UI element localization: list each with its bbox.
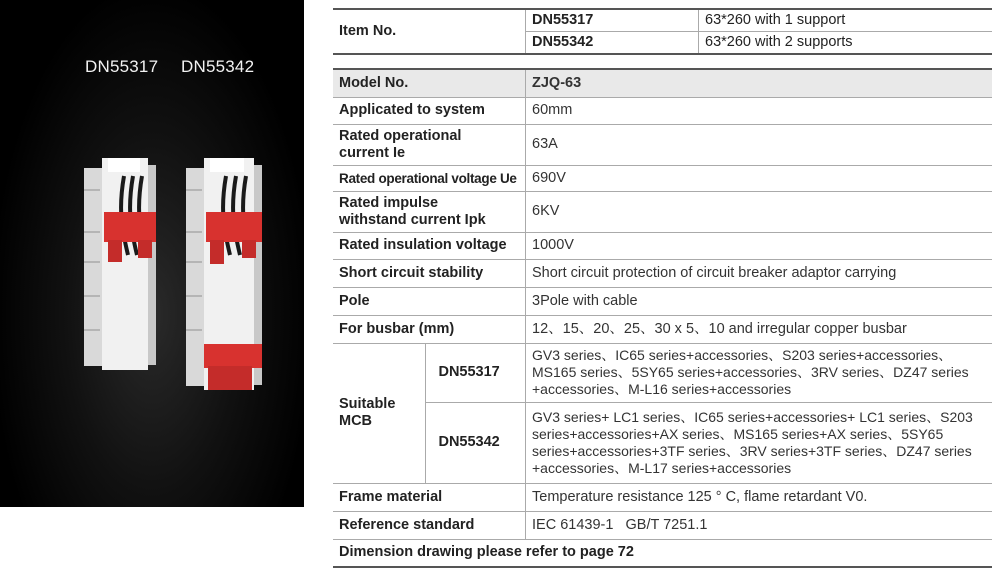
voltage-label: Rated operational voltage Ue [333,165,526,191]
mcb-label: Suitable MCB [333,343,426,483]
adaptor-dn55317-image [84,158,156,370]
short-circuit-value: Short circuit protection of circuit breaker adaptor carrying [526,259,993,287]
table-row [333,511,992,539]
adaptor-illustration [0,0,304,507]
photo-code-dn55342: DN55342 [181,57,255,76]
current-label: Rated operational current Ie [333,124,526,165]
table-row [333,483,992,511]
model-label: Model No. [333,69,526,97]
table-row [333,315,992,343]
system-label: Applicated to system [333,97,526,124]
table-row [333,539,992,567]
pole-value: 3Pole with cable [526,287,993,315]
table-row [333,69,992,97]
table-row [333,124,992,165]
busbar-label: For busbar (mm) [333,315,526,343]
table-row [333,9,992,32]
dimension-note: Dimension drawing please refer to page 72 [333,539,992,567]
mcb-code: DN55342 [426,402,526,483]
insulation-label: Rated insulation voltage [333,232,526,259]
spec-table [333,68,992,568]
item-label: Item No. [339,23,397,39]
adaptor-dn55342-image [186,158,262,390]
table-row [333,232,992,259]
table-row [333,402,992,483]
frame-value: Temperature resistance 125 ° C, flame retardant V0. [526,483,993,511]
item-desc: 63*260 with 2 supports [699,32,993,55]
table-row [333,287,992,315]
model-value: ZJQ-63 [526,69,993,97]
item-number-table [333,8,992,55]
table-row [333,97,992,124]
voltage-value: 690V [526,165,993,191]
table-row [333,343,992,402]
item-code: DN55342 [526,32,699,55]
current-value: 63A [526,124,993,165]
table-row [333,165,992,191]
photo-code-dn55317: DN55317 [85,57,159,76]
table-row [333,191,992,232]
frame-label: Frame material [333,483,526,511]
pole-label: Pole [333,287,526,315]
mcb-code: DN55317 [426,343,526,402]
product-photo [0,0,304,507]
standard-label: Reference standard [333,511,526,539]
table-row [333,259,992,287]
impulse-value: 6KV [526,191,993,232]
mcb-value: GV3 series、IC65 series+accessories、S203 series+accessories、MS165 series、5SY65 series+accessories、3RV series、DZ47 series +accessories、M-L16 series+accessories [526,343,993,402]
insulation-value: 1000V [526,232,993,259]
item-desc: 63*260 with 1 support [699,9,993,32]
item-code: DN55317 [526,9,699,32]
busbar-value: 12、15、20、25、30 x 5、10 and irregular copper busbar [526,315,993,343]
impulse-label: Rated impulse withstand current Ipk [333,191,526,232]
standard-value: IEC 61439-1 GB/T 7251.1 [526,511,993,539]
system-value: 60mm [526,97,993,124]
mcb-value: GV3 series+ LC1 series、IC65 series+accessories+ LC1 series、S203 series+accessories+AX series、MS165 series+AX series、5SY65 series+accessories+3TF series、3RV series+3TF series、DZ47 series +accessories、M-L17 series+accessories [526,402,993,483]
short-circuit-label: Short circuit stability [333,259,526,287]
